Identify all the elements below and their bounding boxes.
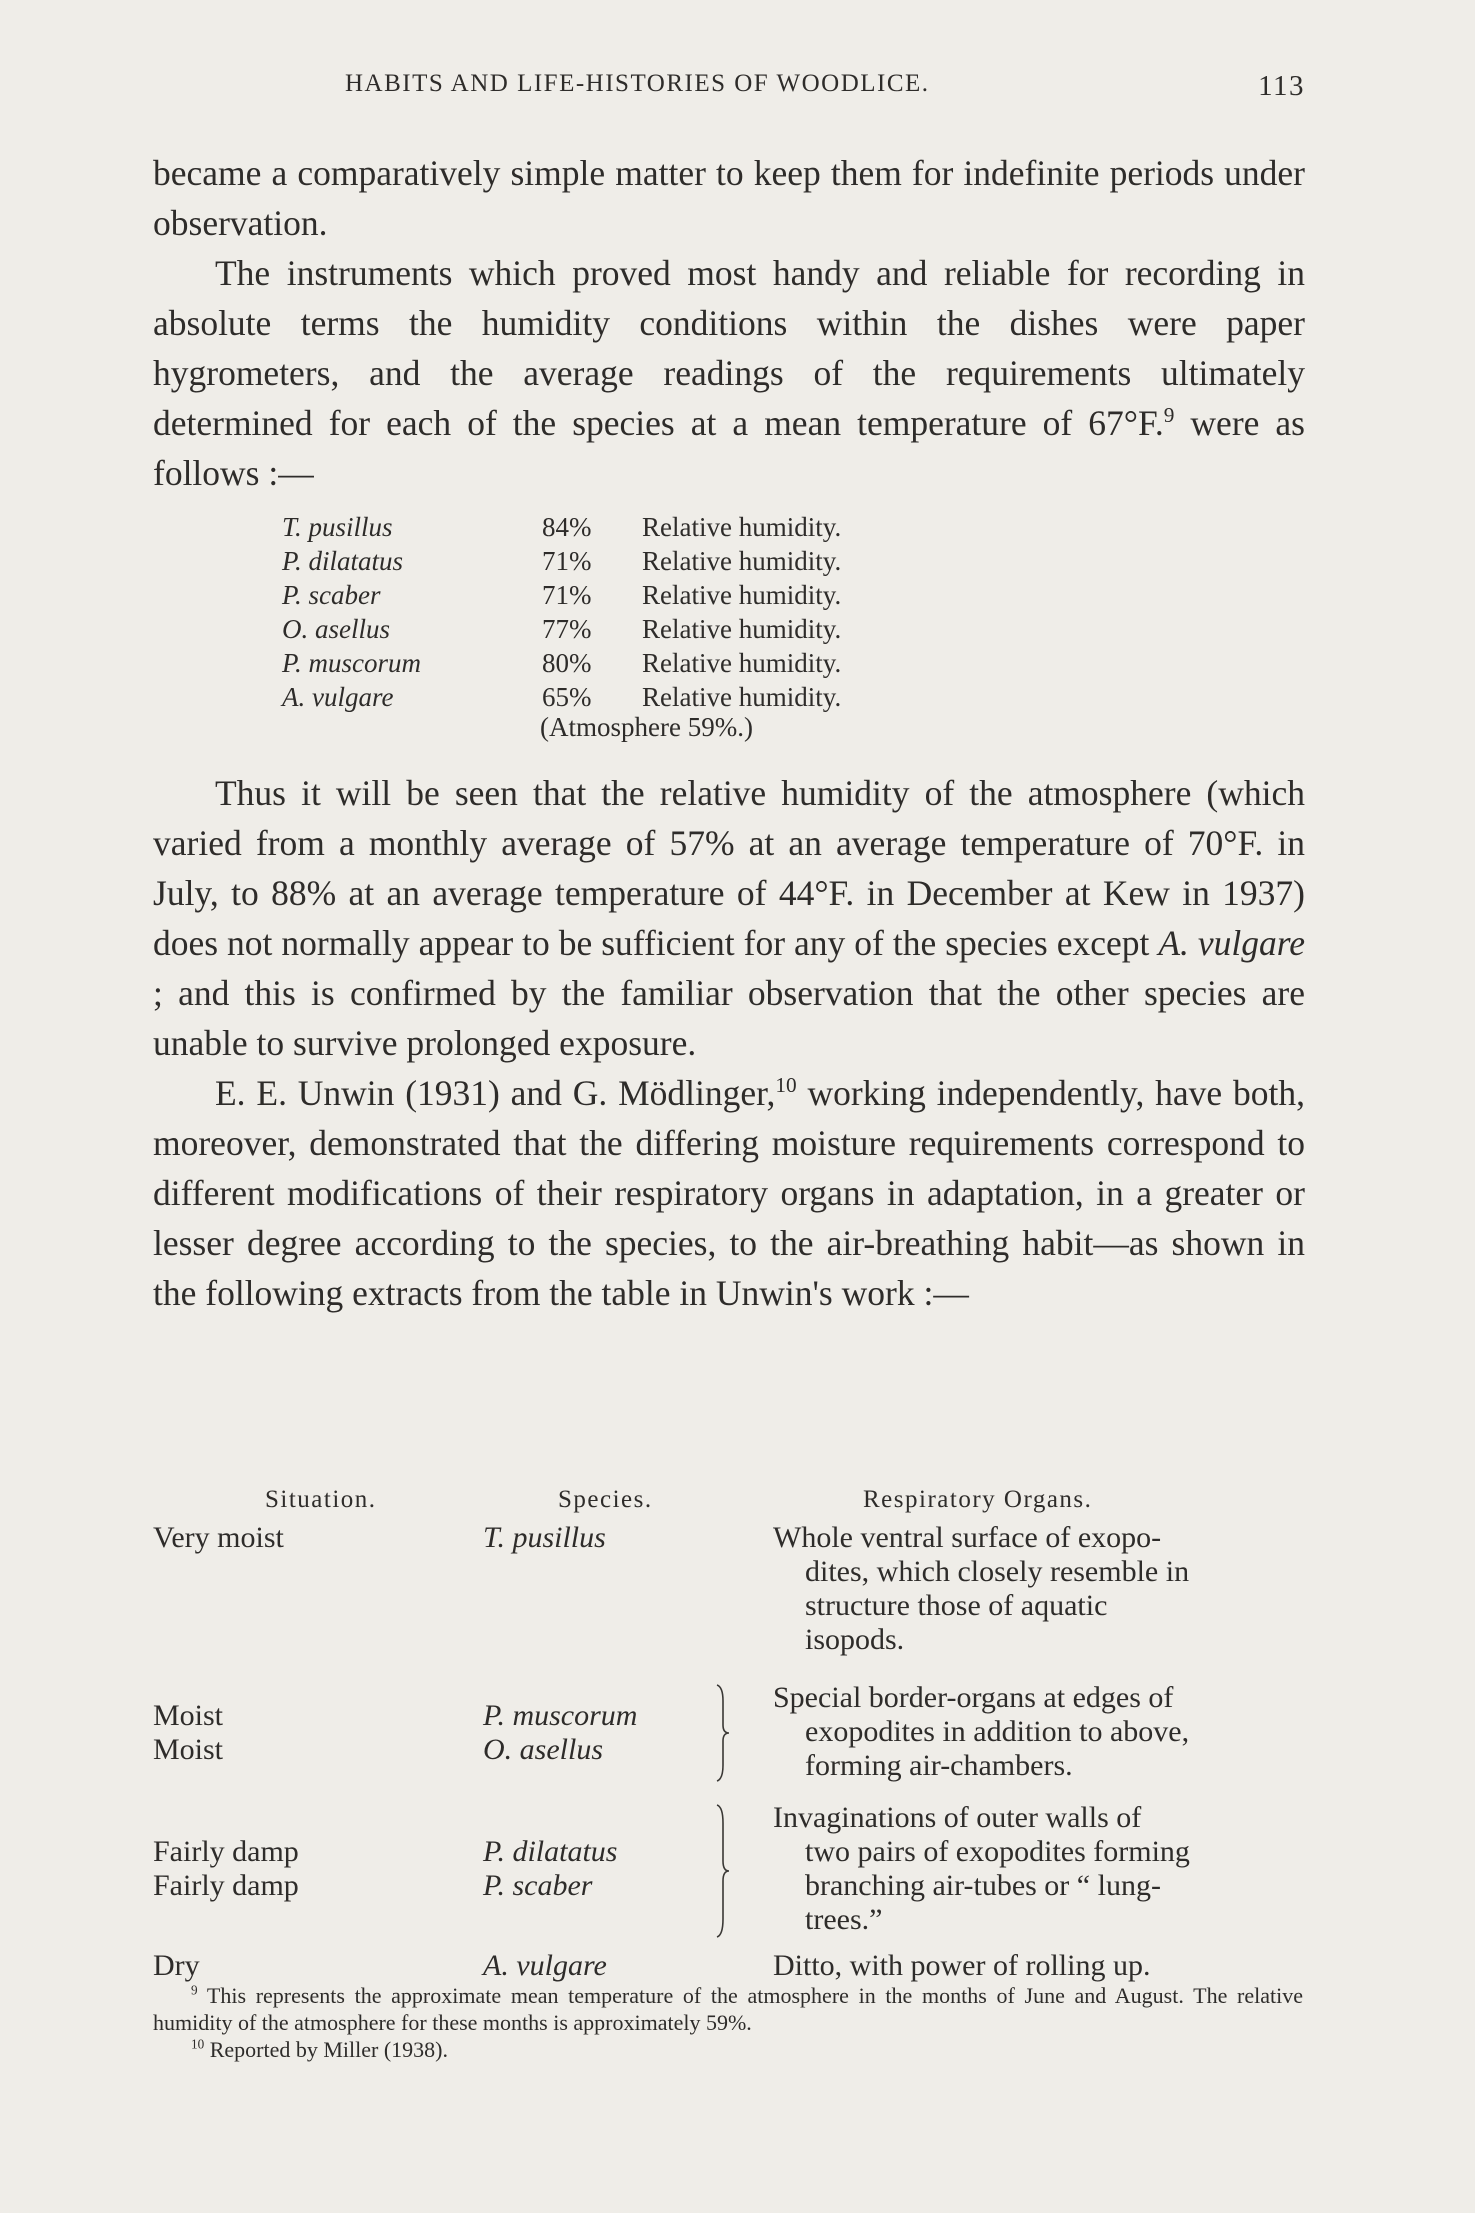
brace-icon bbox=[713, 1803, 733, 1939]
paragraph-3-species: A. vulgare bbox=[1158, 923, 1305, 963]
organs-line: Ditto, with power of rolling up. bbox=[773, 1949, 1151, 1982]
species-cell: A. vulgare bbox=[483, 1949, 607, 1982]
footnote bbox=[153, 2036, 1303, 2063]
organs-line: Whole ventral surface of exopo- bbox=[773, 1521, 1162, 1554]
paragraph-2-text: The instruments which proved most handy and reliable for recording in absolute terms the humidity conditions within the dishes were paper hygrometers, and the average readings of the requirements ultimately determined for each of the species at a mean temperature of 67°F. bbox=[153, 253, 1305, 443]
footnote-text: This represents the approximate mean temperature of the atmosphere in the months of June and August. The relative humidity of the atmosphere for these months is approximately 59%. bbox=[153, 1983, 1304, 2035]
humidity-label: Relative humidity. bbox=[642, 546, 842, 576]
humidity-row bbox=[282, 646, 841, 680]
humidity-row bbox=[282, 578, 841, 612]
paragraph-3-end: ; and this is confirmed by the familiar observation that the other species are unable to survive prolonged exposure. bbox=[153, 973, 1305, 1063]
organs-line: Invaginations of outer walls of bbox=[773, 1801, 1142, 1834]
header-situation: Situation. bbox=[265, 1486, 377, 1513]
humidity-row bbox=[282, 680, 841, 714]
header-species: Species. bbox=[558, 1486, 653, 1513]
paragraph-4 bbox=[153, 1068, 1305, 1318]
footnote bbox=[153, 1982, 1303, 2036]
organs-cell bbox=[773, 1521, 1305, 1657]
situation-cell: Dry bbox=[153, 1949, 200, 1982]
organs-line: dites, which closely resemble in bbox=[805, 1555, 1190, 1588]
species-cell: P. scaber bbox=[483, 1869, 593, 1902]
organs-line: two pairs of exopodites forming bbox=[805, 1835, 1190, 1868]
paragraph-1: became a comparatively simple matter to keep them for indefinite periods under observation. bbox=[153, 153, 1305, 243]
table-header bbox=[153, 1483, 1305, 1521]
footnote-number: 10 bbox=[191, 2036, 205, 2052]
species-name: O. asellus bbox=[282, 614, 390, 644]
humidity-label: Relative humidity. bbox=[642, 648, 842, 678]
humidity-label: Relative humidity. bbox=[642, 580, 842, 610]
species-name: P. scaber bbox=[282, 580, 381, 610]
humidity-value: 71% bbox=[542, 546, 592, 576]
table-row bbox=[153, 1521, 1305, 1681]
situation-cell: Moist bbox=[153, 1733, 224, 1766]
species-cell: P. dilatatus bbox=[483, 1835, 618, 1868]
organs-line: Special border-organs at edges of bbox=[773, 1681, 1174, 1714]
organs-line: trees.” bbox=[805, 1903, 883, 1936]
humidity-value: 77% bbox=[542, 614, 592, 644]
paragraph-2 bbox=[153, 248, 1305, 498]
footnote-text: Reported by Miller (1938). bbox=[209, 2037, 448, 2062]
humidity-value: 71% bbox=[542, 580, 592, 610]
footnote-ref-9: 9 bbox=[1163, 403, 1175, 428]
species-cell: O. asellus bbox=[483, 1733, 603, 1766]
organs-line: forming air-chambers. bbox=[805, 1749, 1073, 1782]
paragraph-4-end: working independently, have both, moreover, demonstrated that the differing moisture requirements correspond to different modifications of their respiratory organs in adaptation, in a greater or lesser degree according to the species, to the air-breathing habit—as shown in the following extracts from the table in Unwin's work :— bbox=[153, 1073, 1305, 1313]
humidity-value: 80% bbox=[542, 648, 592, 678]
humidity-value: 65% bbox=[542, 682, 592, 712]
species-name: T. pusillus bbox=[282, 512, 393, 542]
footnote-number: 9 bbox=[191, 1982, 198, 1998]
organs-cell bbox=[773, 1681, 1305, 1783]
table-row bbox=[153, 1681, 1305, 1801]
paragraph-3-text: Thus it will be seen that the relative humidity of the atmosphere (which varied from a monthly average of 57% at an average temperature of 70°F. in July, to 88% at an average temperature of 44°F. in December at Kew in 1937) does not normally appear to be sufficient for any of the species except bbox=[153, 773, 1305, 963]
humidity-label: Relative humidity. bbox=[642, 682, 842, 712]
atmosphere-note: (Atmosphere 59%.) bbox=[540, 712, 753, 742]
footnotes bbox=[153, 1982, 1303, 2063]
species-cell: T. pusillus bbox=[483, 1521, 606, 1554]
running-head-title: HABITS AND LIFE-HISTORIES OF WOODLICE. bbox=[345, 70, 930, 97]
organs-line: isopods. bbox=[805, 1623, 905, 1656]
situation-cell: Moist bbox=[153, 1699, 224, 1732]
situation-cell: Very moist bbox=[153, 1521, 284, 1554]
humidity-list bbox=[282, 510, 841, 714]
paragraph-3 bbox=[153, 768, 1305, 1068]
humidity-label: Relative humidity. bbox=[642, 512, 842, 542]
species-name: A. vulgare bbox=[282, 682, 394, 712]
organs-line: structure those of aquatic bbox=[805, 1589, 1108, 1622]
species-name: P. dilatatus bbox=[282, 546, 404, 576]
paragraph-2-end: were as follows :— bbox=[153, 403, 1306, 493]
humidity-row bbox=[282, 510, 841, 544]
species-cell: P. muscorum bbox=[483, 1699, 638, 1732]
humidity-row bbox=[282, 544, 841, 578]
species-name: P. muscorum bbox=[282, 648, 422, 678]
organs-cell bbox=[773, 1801, 1305, 1937]
page-number: 113 bbox=[1258, 70, 1305, 102]
footnote-ref-10: 10 bbox=[775, 1073, 797, 1098]
humidity-row bbox=[282, 612, 841, 646]
text-block-top bbox=[153, 148, 1305, 498]
situation-cell: Fairly damp bbox=[153, 1835, 299, 1868]
respiratory-table bbox=[153, 1483, 1305, 1999]
organs-line: exopodites in addition to above, bbox=[805, 1715, 1190, 1748]
paragraph-4-text: E. E. Unwin (1931) and G. Mödlinger, bbox=[215, 1073, 776, 1113]
table-row bbox=[153, 1801, 1305, 1949]
humidity-label: Relative humidity. bbox=[642, 614, 842, 644]
header-respiratory-organs: Respiratory Organs. bbox=[863, 1486, 1093, 1513]
organs-cell bbox=[773, 1949, 1305, 1983]
humidity-value: 84% bbox=[542, 512, 592, 542]
brace-icon bbox=[713, 1683, 733, 1783]
text-block-middle bbox=[153, 768, 1305, 1318]
situation-cell: Fairly damp bbox=[153, 1869, 299, 1902]
organs-line: branching air-tubes or “ lung- bbox=[805, 1869, 1161, 1902]
